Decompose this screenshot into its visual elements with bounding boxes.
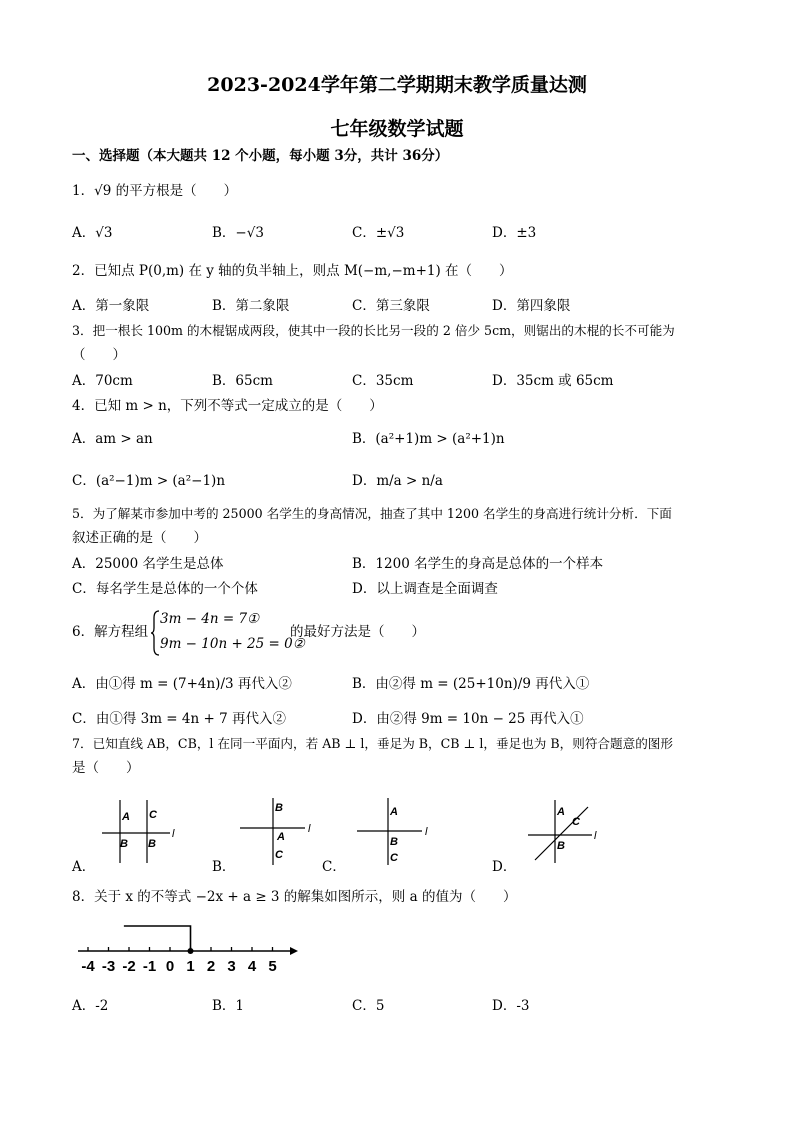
q3-stem-line1: 3．把一根长 100m 的木棍锯成两段，使其中一段的长比另一段的 2 倍少 5cm，则锯出的木棍的长不可能为 [72,323,675,338]
q3-stem-line2: （ ） [72,347,126,363]
number-line-tick-label: -1 [142,958,157,975]
number-line-tick-label: 1 [186,958,195,975]
q7-option-c: C． [322,859,346,875]
q3-option-b: B．65cm [212,373,273,389]
number-line-tick-label: -4 [81,958,95,975]
q4-option-a: A．am > an [72,431,153,447]
q2-option-a: A．第一象限 [72,298,150,314]
svg-text:A: A [390,806,398,818]
solution-endpoint-dot [188,948,194,954]
svg-text:l: l [594,830,597,842]
svg-text:A: A [277,831,285,843]
svg-text:l: l [308,823,311,835]
q1-stem: 1．√9 的平方根是（ ） [72,183,238,199]
q2-option-d: D．第四象限 [492,298,571,314]
number-line-tick-label: 5 [268,958,277,975]
q7-option-a: A． [72,859,96,875]
q6-option-a: A．由①得 m = (7+4n)/3 再代入② [72,676,292,692]
q7-stem-line2: 是（ ） [72,760,140,776]
svg-text:l: l [425,826,428,838]
q7-figure-d [520,795,610,867]
q7-option-d: D． [492,859,517,875]
q8-option-a: A．-2 [72,998,109,1014]
q2-stem: 2．已知点 P(0,m) 在 y 轴的负半轴上，则点 M(−m,−m+1) 在（ ） [72,263,513,279]
q4-stem: 4．已知 m > n，下列不等式一定成立的是（ ） [72,398,383,414]
q8-option-b: B．1 [212,998,245,1014]
q5-stem-line2: 叙述正确的是（ ） [72,530,207,546]
solution-ray [124,926,191,951]
q5-option-a: A．25000 名学生是总体 [72,556,224,572]
q8-number-line [72,915,302,977]
number-line-tick-label: 4 [247,958,257,975]
q6-stem-pre: 6．解方程组 [72,624,149,640]
q5-stem-line1: 5．为了解某市参加中考的 25000 名学生的身高情况，抽查了其中 1200 名学生的身高进行统计分析．下面 [72,506,672,521]
page-title: 2023-2024学年第二学期期末教学质量达测 [207,74,587,96]
q1-option-b: B．−√3 [212,225,264,241]
q3-option-d: D．35cm 或 65cm [492,373,614,389]
q1-option-a: A．√3 [72,225,113,241]
svg-text:B: B [275,802,283,814]
number-line-tick-label: 3 [227,958,236,975]
svg-text:B: B [557,840,565,852]
svg-text:B: B [390,836,398,848]
q7-option-b: B． [212,859,236,875]
svg-text:A: A [122,811,130,823]
q8-option-d: D．-3 [492,998,530,1014]
q6-stem-post: 的最好方法是（ ） [290,624,425,640]
svg-text:A: A [557,806,565,818]
q2-option-c: C．第三象限 [352,298,430,314]
q7-figure-b [235,795,325,867]
svg-text:C: C [275,849,283,861]
q3-option-a: A．70cm [72,373,133,389]
page-subtitle: 七年级数学试题 [330,118,464,140]
svg-text:l: l [172,828,175,840]
q1-option-c: C．±√3 [352,225,405,241]
q7-stem-line1: 7．已知直线 AB，CB，l 在同一平面内，若 AB ⊥ l，垂足为 B，CB ⊥ l，垂足也为 B，则符合题意的图形 [72,736,673,751]
q6-option-d: D．由②得 9m = 10n − 25 再代入① [352,711,584,727]
q7-figure-c [352,795,442,867]
q4-option-d: D．m/a > n/a [352,473,443,489]
q4-option-c: C．(a²−1)m > (a²−1)n [72,473,226,489]
number-line-tick-label: 2 [206,958,216,975]
number-line-arrow [290,947,298,955]
q6-option-c: C．由①得 3m = 4n + 7 再代入② [72,711,286,727]
q4-option-b: B．(a²+1)m > (a²+1)n [352,431,505,447]
q8-stem: 8．关于 x 的不等式 −2x + a ≥ 3 的解集如图所示，则 a 的值为（ ） [72,889,517,905]
svg-text:C: C [149,809,157,821]
q7-figure-a [92,795,184,867]
svg-text:B: B [120,838,128,850]
q1-option-d: D．±3 [492,225,537,241]
q5-option-b: B．1200 名学生的身高是总体的一个样本 [352,556,604,572]
q5-option-c: C．每名学生是总体的一个个体 [72,581,258,597]
q6-option-b: B．由②得 m = (25+10n)/9 再代入① [352,676,590,692]
svg-text:C: C [572,816,580,828]
q8-option-c: C．5 [352,998,385,1014]
number-line-tick-label: -2 [122,958,136,975]
q5-option-d: D．以上调查是全面调查 [352,581,498,597]
q6-equation-2: 9m − 10n + 25 = 0② [160,636,305,652]
svg-text:C: C [390,852,398,864]
svg-text:B: B [148,838,156,850]
q3-option-c: C．35cm [352,373,414,389]
system-brace [150,610,160,656]
number-line-tick-label: 0 [165,958,175,975]
q2-option-b: B．第二象限 [212,298,290,314]
number-line-tick-label: -3 [101,958,116,975]
q6-equation-1: 3m − 4n = 7① [160,611,260,627]
section-heading: 一、选择题（本大题共 12 个小题，每小题 3分，共计 36分） [72,148,449,164]
